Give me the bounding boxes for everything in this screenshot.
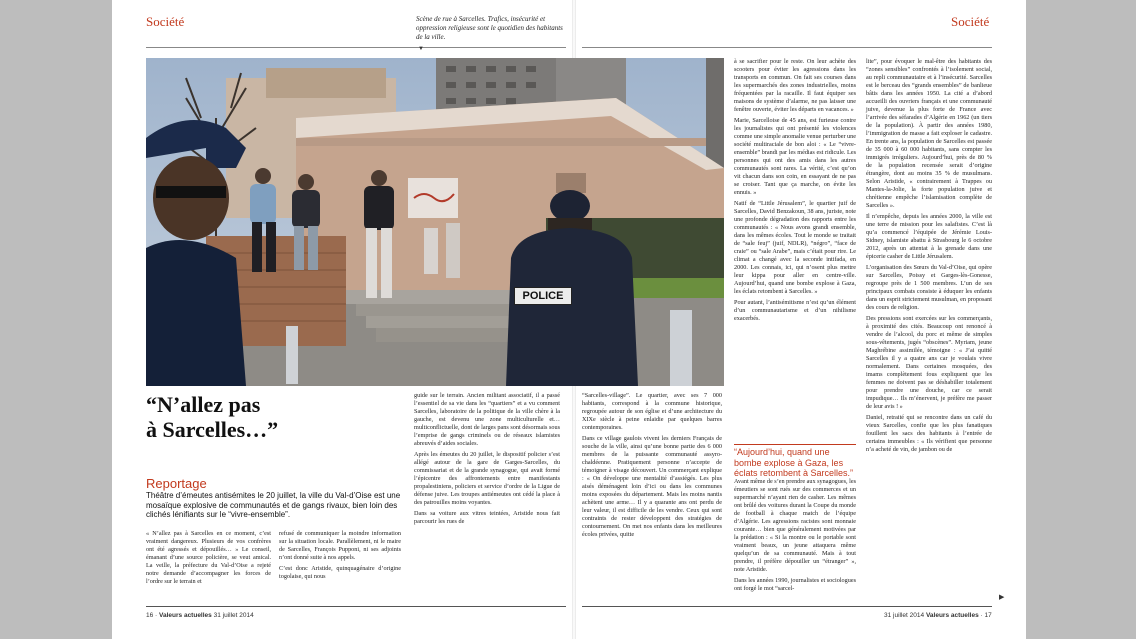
article-rubric: Reportage — [146, 476, 207, 491]
column-3 — [414, 392, 560, 529]
footer-rule-left — [146, 606, 566, 607]
column-5b — [734, 478, 856, 596]
col2-paragraph: C’est donc Aristide, quinquagénaire d’origine togolaise, qui nous — [279, 565, 401, 580]
police-badge-text: POLICE — [514, 287, 572, 305]
publication-name-left: Valeurs actuelles — [159, 612, 212, 619]
col5-paragraph: Marie, Sarcelloise de 45 ans, est furieuse contre les journalistes qui ont présenté les violences comme une simple anomalie venue perturber une société multiraciale de bon aloi : « Le “vivre-ensemble” brandi par les médias est ridicule. Les personnes qui ont des amis dans les autres communautés sont rares. La vérité, c’est qu’on vit chacun dans son coin, en essayant de ne pas se croiser. Tant que ça marche, on évite les ennuis. » — [734, 117, 856, 196]
issue-date-right: 31 juillet 2014 — [884, 612, 925, 619]
section-label-right: Société — [951, 14, 990, 29]
col5-paragraph: à se sacrifier pour le reste. On leur achète des scooters pour éviter les agressions dans les transports en commun. On fait ses courses dans les supermarchés des zones industrielles, moins fréquentées par la racaille. Il faut équiper ses maisons de système d’alarme, ne pas laisser une fenêtre ouverte, éviter les départs en vacances. » — [734, 58, 856, 113]
headline-line-1: “N’allez pas — [146, 392, 261, 417]
issue-date-left: 31 juillet 2014 — [213, 612, 254, 619]
street-photo — [146, 58, 724, 386]
section-label-left: Société — [146, 14, 185, 29]
folio-left: 16 · Valeurs actuelles 31 juillet 2014 — [146, 612, 254, 619]
triangle-down-icon: ▼ — [418, 46, 424, 52]
col6-paragraph: Il n’empêche, depuis les années 2000, la ville est une terre de mission pour les salafistes. C’est là qu’a commencé l’équipée de Jérémie Louis-Sidney, islamiste abattu à Strasbourg le 6 octobre 2012, après un attentat à la grenade dans une épicerie casher de Little Jérusalem. — [866, 213, 992, 260]
photo-illustration — [146, 58, 724, 386]
col5-paragraph: Natif de “Little Jérusalem”, le quartier juif de Sarcelles, David Benzakoun, 38 ans, juriste, note une profonde dégradation des rapports entre les communautés : « Nous avons grandi ensemble, dans les mêmes écoles. Tout le monde se traitait de “sale feuj” (juif, NDLR), “négro”, “face de craie” ou “sale Arabe”, mais c’était pour rire. Le climat a changé avec la seconde intifada, en 2000. Les connais, ici, qui n’osent plus mettre leur kippa pour aller en centre-ville. Aujourd’hui, quand une bombe explose à Gaza, les éclats retombent à Sarcelles. » — [734, 200, 856, 295]
col3-paragraph: Dans sa voiture aux vitres teintées, Aristide nous fait parcourir les rues de — [414, 510, 560, 525]
page-number-right: 17 — [984, 612, 992, 619]
column-2 — [279, 530, 401, 584]
article-headline — [146, 392, 306, 442]
header-rule-right — [582, 47, 992, 48]
folio-right: 31 juillet 2014 Valeurs actuelles · 17 — [884, 612, 992, 619]
column-6 — [866, 58, 992, 457]
article-lead: Théâtre d’émeutes antisémites le 20 juillet, la ville du Val-d’Oise est une mosaïque explosive de communautés et de gangs rivaux, bien loin des clichés lénifiants sur le “vivre-ensemble”. — [146, 491, 401, 519]
col2-paragraph: refusé de communiquer la moindre information sur la situation locale. Parallèlement, ni le maire de Sarcelles, François Pupponi, ni ses adjoints n’ont donné suite à nos appels. — [279, 530, 401, 561]
footer-rule-right — [582, 606, 992, 607]
triangle-right-icon: ▶ — [999, 593, 1005, 601]
page-number-left: 16 — [146, 612, 154, 619]
col4-paragraph: Dans ce village gaulois vivent les derniers Français de souche de la ville, ainsi qu’une bonne partie des 6 000 membres de la puissante communauté assyro-chaldéenne. Pratiquement personne n’accepte de témoigner à visage découvert. Un commerçant explique : « On développe une mentalité d’assiégés. Les plus aisés déménagent loin d’ici ou dans les communes moins exposées du département. Mais les moins nantis achètent une arme… Il y a quarante ans ont perdu de leur valeur, il est difficile de les vendre. Ceux qui sont contraints de rester développent des stratégies de contournement. On met nos enfants dans les meilleures écoles privées, quitte — [582, 435, 722, 538]
col6-paragraph: lite”, pour évoquer le mal-être des habitants des “zones sensibles” confrontés à l’isolement social, au repli communautaire et à l’insécurité. Sarcelles est le berceau des “grands ensembles” de banlieue bâtis dans les années 1950. La cité a d’abord accueilli des ouvriers français et une communauté juive, devenue la plus forte de France avec l’arrivée des séfarades d’Algérie en 1962 (un tiers de la population). À partir des années 1980, l’immigration de masse a fait exploser le cadastre. En trente ans, la population de Sarcelles est passée de 35 000 à 60 000 habitants, sans compter les immigrés irréguliers. Aujourd’hui, près de 80 % de la population recensée serait d’origine étrangère, dont au moins 35 % de musulmans. Selon Aristide, « contrairement à Trappes ou Mantes-la-Jolie, la forte population juive et chrétienne empêche l’islamisation complète de Sarcelles ». — [866, 58, 992, 209]
col6-paragraph: Daniel, retraité qui se rencontre dans un café du vieux Sarcelles, confie que les plus fanatiques fouillent les sacs des habitants à l’entrée de certains immeubles : « Ils vérifient que personne n’a acheté de vin, de jambon ou de — [866, 414, 992, 453]
col3-paragraph: guide sur le terrain. Ancien militant associatif, il a passé l’essentiel de sa vie dans les “quartiers” et a vu comment Sarcelles, laboratoire de la politique de la ville chère à la gauche, est devenu une zone multiculturelle et… multiconflictuelle, dont de larges pans sont désormais sous l’emprise de gangs criminels ou de réseaux islamistes abreuvés d’aides sociales. — [414, 392, 560, 447]
col4-paragraph: “Sarcelles-village”. Le quartier, avec ses 7 000 habitants, correspond à la commune historique, regroupée autour de son église et d’une architecture du XIXe siècle à peine enlaidie par quelques barres contemporaines. — [582, 392, 722, 431]
publication-name-right: Valeurs actuelles — [925, 612, 979, 619]
pullquote-rule — [734, 444, 856, 445]
col6-paragraph: L’organisation des Sœurs du Val-d’Oise, qui opère sur Sarcelles, Poissy et Garges-lès-Gonesse, regroupe près de 1 500 membres. L’un de ses principaux combats consiste à éduquer les enfants dans un esprit strictement musulman, en proposant des cours de religion. — [866, 264, 992, 311]
col5-paragraph: Pour autant, l’antisémitisme n’est qu’un élément d’un communautarisme et d’un nihilisme exacerbés. — [734, 299, 856, 322]
col3-paragraph: Après les émeutes du 20 juillet, le dispositif policier s’est allégé autour de la gare de Garges-Sarcelles, du commissariat et de la grande synagogue, qui avait formé l’épicentre des affrontements entre manifestants propalestiniens, policiers et service d’ordre de la Ligue de défense juive. Les troupes antiémeutes ont cédé la place à des patrouilles moins voyantes. — [414, 451, 560, 506]
col5b-paragraph: Avant même de s’en prendre aux synagogues, les émeutiers se sont rués sur des commerces et un supermarché n’ayant rien de casher. Les mêmes ont brûlé des voitures durant la Coupe du monde de football à chaque match de l’équipe d’Algérie. Les agressions racistes sont monnaie courante… bien que généralement motivées par la prédation : « Si la montre ou le portable sont vraiment beaux, un jeune attaquera même quelqu’un de sa communauté. Mais à tout prendre, il préfère dépouiller un “étranger” », note Aristide. — [734, 478, 856, 573]
pullquote: “Aujourd’hui, quand une bombe explose à Gaza, les éclats retombent à Sarcelles.” — [734, 447, 854, 478]
col6-paragraph: Des pressions sont exercées sur les commerçants, à proximité des cités. Beaucoup ont renoncé à vendre de l’alcool, du porc et même de simples sous-vêtements, jugés “obscènes”. Myriam, jeune Maghrébine assimilée, témoigne : « J’ai quitté Sarcelles il y a quatre ans car je voulais vivre normalement. Dans certaines mosquées, des imams complètement fous expliquent que les femmes ne doivent pas se déshabiller totalement pour prendre une douche, car ce serait impudique… Ils m’énervent, je préfère me passer de leur avis ! » — [866, 315, 992, 410]
headline-line-2: à Sarcelles…” — [146, 417, 279, 442]
col5b-paragraph: Dans les années 1990, journalistes et sociologues ont forgé le mot “sarcel- — [734, 577, 856, 592]
column-1 — [146, 530, 271, 589]
photo-caption: Scène de rue à Sarcelles. Trafics, insécurité et oppression religieuse sont le quotidien des habitants de la ville. — [416, 15, 563, 41]
column-5 — [734, 58, 856, 326]
col1-paragraph: « N’allez pas à Sarcelles en ce moment, c’est vraiment dangereux. Plusieurs de vos confrères ont été agressés et dépouillés… » Le conseil, émanant d’une source policière, se veut amical. La veille, la préfecture du Val-d’Oise a rejeté notre demande d’accompagner les forces de l’ordre sur le terrain et — [146, 530, 271, 585]
header-rule-left — [146, 47, 566, 48]
column-4 — [582, 392, 722, 542]
